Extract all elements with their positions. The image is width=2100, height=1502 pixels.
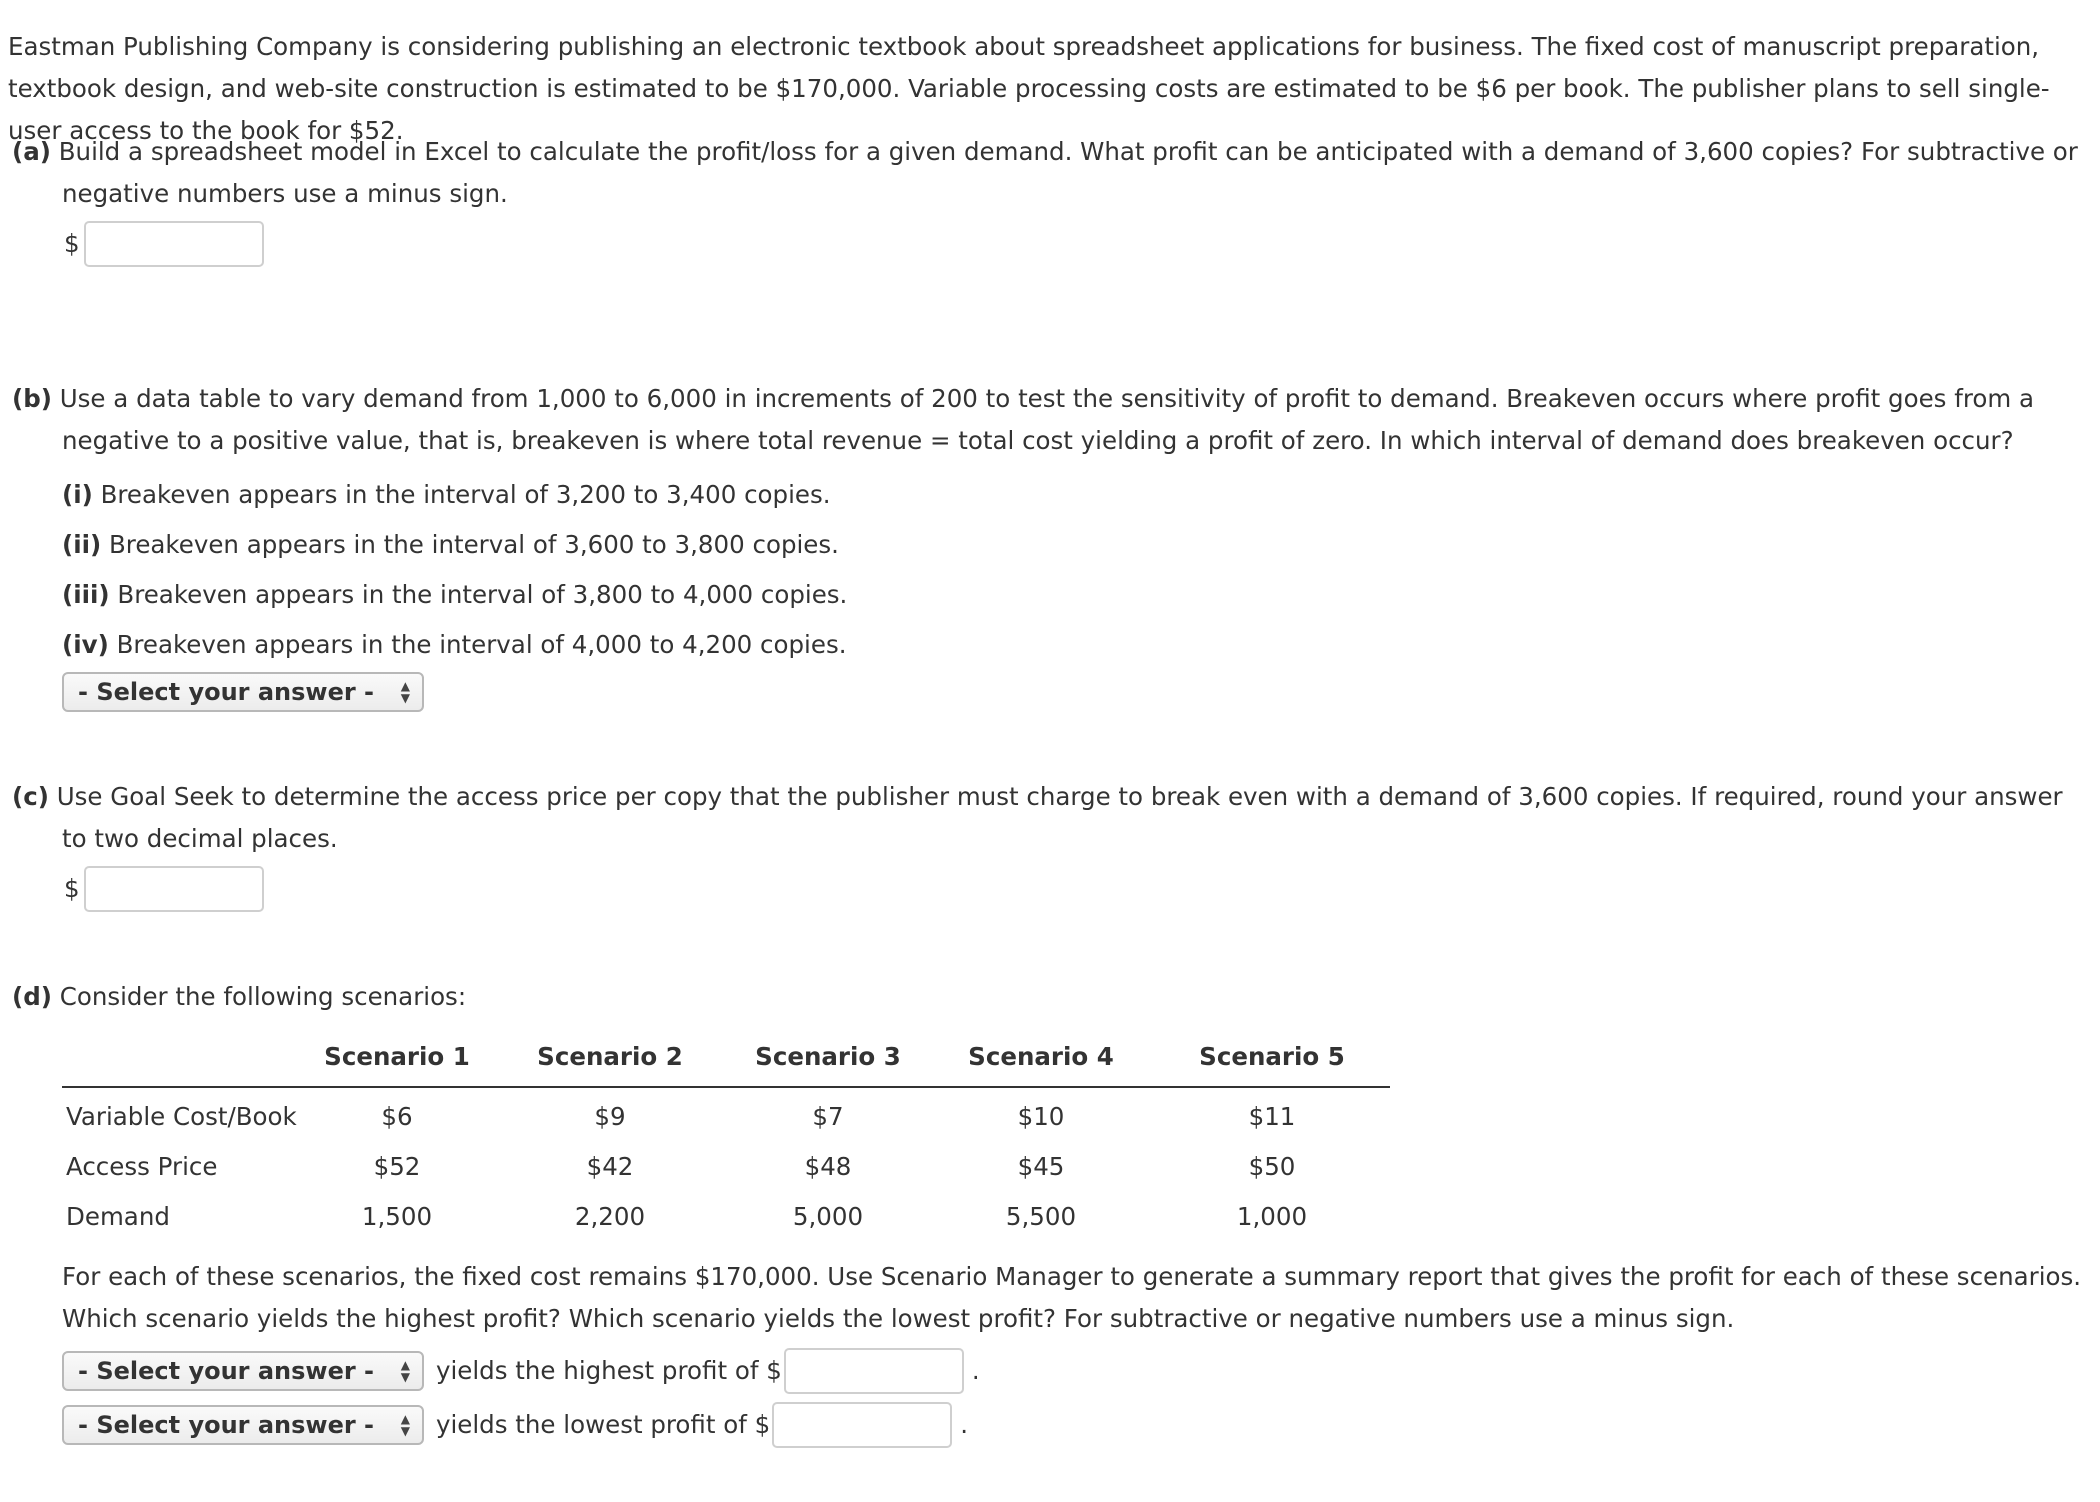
- part-c-label: (c): [12, 782, 49, 811]
- table-header-scenario-5: Scenario 5: [1154, 1036, 1390, 1087]
- lowest-period: .: [960, 1410, 969, 1439]
- select-arrows-icon: ▲ ▼: [400, 679, 410, 705]
- option-iii-text: Breakeven appears in the interval of 3,800 to 4,000 copies.: [117, 580, 848, 609]
- highest-scenario-select[interactable]: [62, 1351, 424, 1391]
- highest-profit-input[interactable]: [784, 1348, 964, 1394]
- part-d-label: (d): [12, 982, 52, 1011]
- highest-profit-row: [62, 1344, 2082, 1398]
- option-ii-text: Breakeven appears in the interval of 3,600 to 3,800 copies.: [109, 530, 839, 559]
- part-c-text: Use Goal Seek to determine the access price per copy that the publisher must charge to break even with a demand of 3,600 copies. If required, round your answer to two decimal places.: [56, 782, 2063, 853]
- cell-variable-cost-s4: $10: [1017, 1102, 1065, 1131]
- option-ii-label: (ii): [62, 530, 102, 559]
- cell-variable-cost-s1: $6: [381, 1102, 413, 1131]
- part-b-question: [12, 378, 2082, 462]
- table-row: [62, 1138, 1390, 1188]
- part-a-text: Build a spreadsheet model in Excel to calculate the profit/loss for a given demand. What profit can be anticipated with a demand of 3,600 copies? For subtractive or negative numbers use a minus sign.: [58, 137, 2078, 208]
- option-iv-text: Breakeven appears in the interval of 4,000 to 4,200 copies.: [116, 630, 847, 659]
- option-ii: [62, 520, 2082, 570]
- part-a: [12, 131, 2082, 269]
- currency-symbol: $: [64, 229, 80, 258]
- option-iii: [62, 570, 2082, 620]
- part-c-answer-row: [64, 864, 2082, 914]
- highest-profit-text: yields the highest profit of $: [436, 1356, 782, 1385]
- cell-access-price-s3: $48: [804, 1152, 852, 1181]
- option-i-text: Breakeven appears in the interval of 3,200 to 3,400 copies.: [100, 480, 831, 509]
- select-placeholder: - Select your answer -: [78, 1357, 375, 1385]
- lowest-profit-text: yields the lowest profit of $: [436, 1410, 771, 1439]
- cell-variable-cost-s3: $7: [812, 1102, 844, 1131]
- part-d-text: Consider the following scenarios:: [59, 982, 467, 1011]
- part-a-profit-input[interactable]: [84, 221, 264, 267]
- part-c-question: [12, 776, 2082, 860]
- table-header-scenario-3: Scenario 3: [728, 1036, 928, 1087]
- lowest-scenario-select[interactable]: [62, 1405, 424, 1445]
- part-a-label: (a): [12, 137, 51, 166]
- table-row: [62, 1188, 1390, 1238]
- row-label-variable-cost: Variable Cost/Book: [66, 1102, 297, 1131]
- part-a-answer-row: [64, 219, 2082, 269]
- scenarios-table: [62, 1036, 1390, 1238]
- option-iv-label: (iv): [62, 630, 109, 659]
- cell-access-price-s1: $52: [373, 1152, 421, 1181]
- cell-demand-s1: 1,500: [361, 1202, 433, 1231]
- part-d-followup: For each of these scenarios, the fixed cost remains $170,000. Use Scenario Manager to generate a summary report that gives the profit for each of these scenarios. Which scenario yields the highest profit? Which scenario yields the lowest profit? For subtractive or negative numbers use a minus sign.: [62, 1262, 2082, 1333]
- row-label-access-price: Access Price: [66, 1152, 218, 1181]
- currency-symbol: $: [64, 874, 80, 903]
- part-d: [12, 976, 2082, 1452]
- lowest-profit-row: [62, 1398, 2082, 1452]
- option-i-label: (i): [62, 480, 93, 509]
- cell-demand-s4: 5,500: [1005, 1202, 1077, 1231]
- option-i: [62, 470, 2082, 520]
- part-b: [12, 378, 2082, 713]
- lowest-profit-input[interactable]: [772, 1402, 952, 1448]
- option-iii-label: (iii): [62, 580, 110, 609]
- part-b-text: Use a data table to vary demand from 1,000 to 6,000 in increments of 200 to test the sensitivity of profit to demand. Breakeven occurs where profit goes from a negative to a positive value, that is, breakeven is where total revenue = total cost yielding a profit of zero. In which interval of demand does breakeven occur?: [59, 384, 2035, 455]
- row-label-demand: Demand: [66, 1202, 170, 1231]
- cell-demand-s2: 2,200: [574, 1202, 646, 1231]
- table-row: [62, 1087, 1390, 1138]
- part-a-question: [12, 131, 2082, 215]
- table-header-scenario-4: Scenario 4: [928, 1036, 1154, 1087]
- cell-access-price-s2: $42: [586, 1152, 634, 1181]
- cell-access-price-s4: $45: [1017, 1152, 1065, 1181]
- option-iv: [62, 620, 2082, 670]
- part-c: [12, 776, 2082, 914]
- cell-demand-s5: 1,000: [1236, 1202, 1308, 1231]
- cell-access-price-s5: $50: [1248, 1152, 1296, 1181]
- cell-variable-cost-s2: $9: [594, 1102, 626, 1131]
- problem-intro: Eastman Publishing Company is considering publishing an electronic textbook about spreadsheet applications for business. The fixed cost of manuscript preparation, textbook design, and web-site construction is estimated to be $170,000. Variable processing costs are estimated to be $6 per book. The publisher plans to sell single-user access to the book for $52.: [8, 32, 2050, 145]
- select-placeholder: - Select your answer -: [78, 678, 375, 706]
- cell-variable-cost-s5: $11: [1248, 1102, 1296, 1131]
- part-d-question: [12, 976, 2082, 1018]
- select-arrows-icon: ▲ ▼: [400, 1412, 410, 1438]
- part-b-label: (b): [12, 384, 52, 413]
- table-header-row: [62, 1036, 1390, 1087]
- select-arrows-icon: ▲ ▼: [400, 1358, 410, 1384]
- part-b-answer-select[interactable]: [62, 672, 424, 712]
- table-header-scenario-1: Scenario 1: [302, 1036, 492, 1087]
- cell-demand-s3: 5,000: [792, 1202, 864, 1231]
- highest-period: .: [971, 1356, 980, 1385]
- part-c-price-input[interactable]: [84, 866, 264, 912]
- table-header-scenario-2: Scenario 2: [492, 1036, 728, 1087]
- table-header-blank: [62, 1036, 302, 1087]
- select-placeholder: - Select your answer -: [78, 1411, 375, 1439]
- part-b-options: [62, 470, 2082, 713]
